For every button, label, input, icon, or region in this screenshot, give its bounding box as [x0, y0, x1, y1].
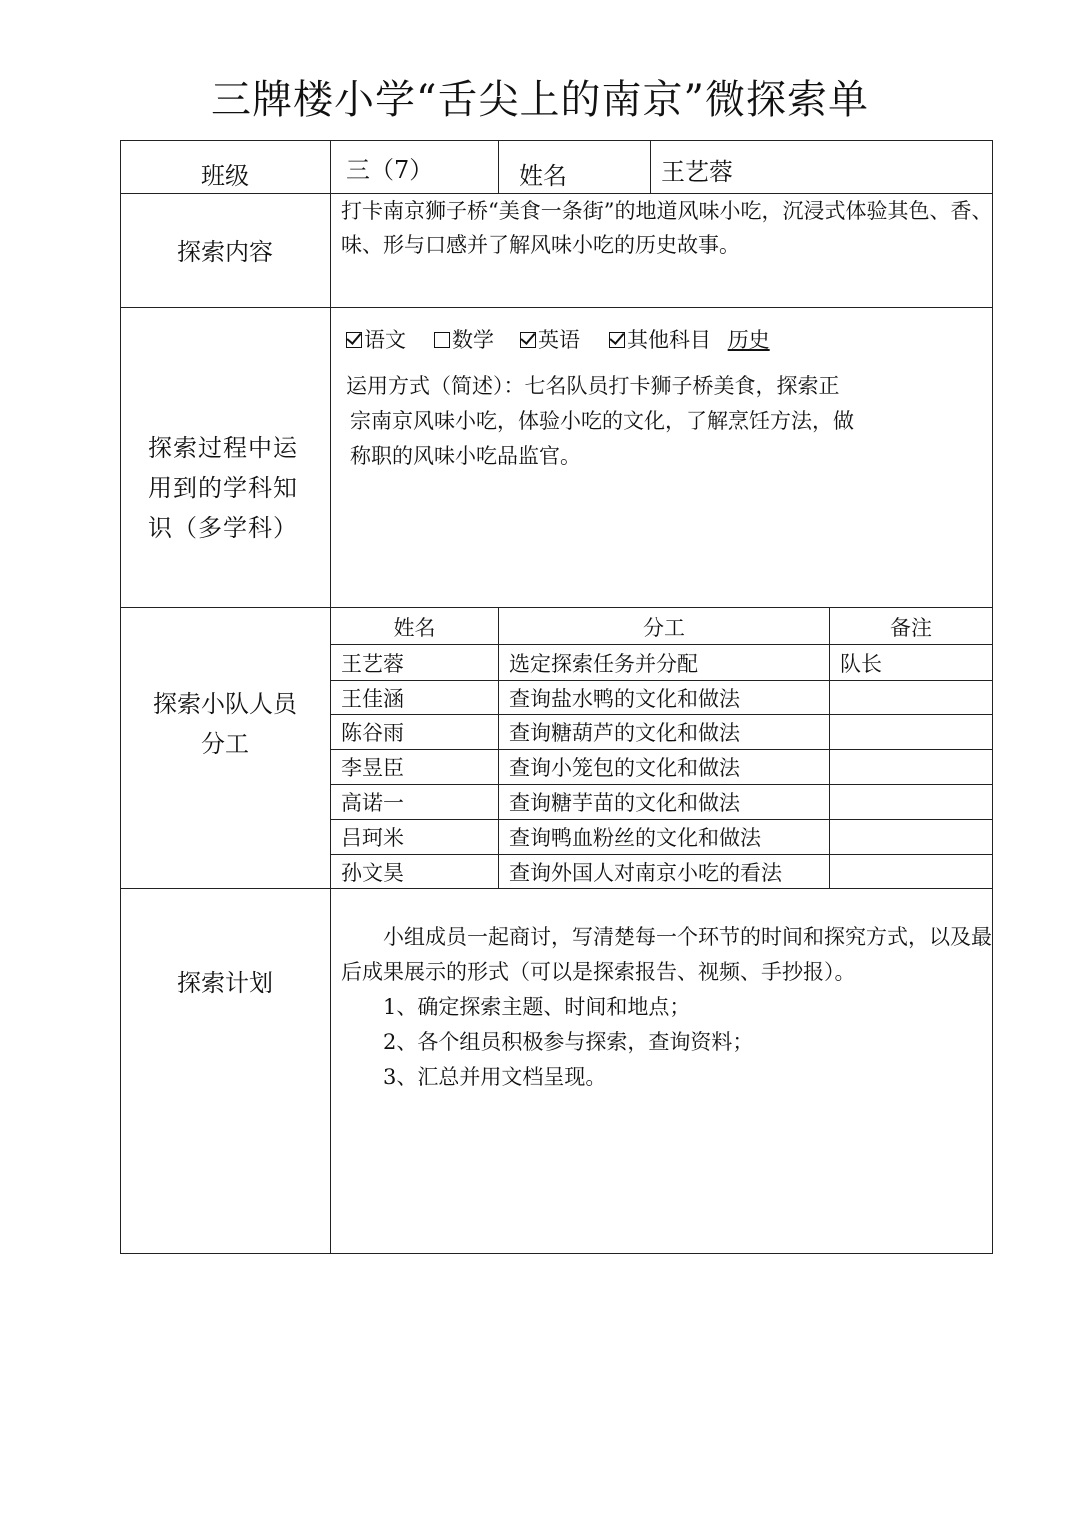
team-label-line: 分工	[201, 730, 249, 758]
subject-other[interactable]	[609, 324, 770, 354]
page-title: 三牌楼小学“舌尖上的南京”微探索单	[211, 77, 869, 123]
team-member-task: 查询外国人对南京小吃的看法	[509, 861, 782, 885]
method-line: 宗南京风味小吃，体验小吃的文化，了解烹饪方法，做	[350, 409, 854, 433]
checkbox-icon[interactable]	[609, 332, 625, 348]
team-label	[120, 684, 330, 764]
team-member-name: 高诺一	[341, 791, 404, 815]
checkbox-icon[interactable]	[520, 332, 536, 348]
subject-label: 语文	[364, 328, 406, 352]
subject-math[interactable]	[434, 324, 494, 354]
team-member-task: 查询糖芋苗的文化和做法	[509, 791, 740, 815]
team-member-name: 陈谷雨	[341, 721, 404, 745]
team-member-task: 选定探索任务并分配	[509, 652, 698, 676]
subject-english[interactable]	[520, 324, 580, 354]
class-label: 班级	[201, 162, 249, 190]
team-member-name: 王艺蓉	[341, 652, 404, 676]
plan-text	[341, 920, 992, 1095]
other-subject-value: 历史	[727, 328, 770, 352]
team-member-name: 李昱臣	[341, 756, 404, 780]
team-member-name: 吕珂米	[341, 826, 404, 850]
team-label-line: 探索小队人员	[153, 690, 297, 718]
team-member-task: 查询小笼包的文化和做法	[509, 756, 740, 780]
team-member-task: 查询盐水鸭的文化和做法	[509, 687, 740, 711]
subject-label: 其他科目	[627, 328, 711, 352]
plan-item: 3、汇总并用文档呈现。	[383, 1065, 607, 1089]
checkbox-icon[interactable]	[434, 332, 450, 348]
plan-label: 探索计划	[177, 969, 273, 997]
plan-line: 小组成员一起商讨，写清楚每一个环节的时间和探究方式，以及最	[383, 925, 992, 949]
team-col-name: 姓名	[393, 616, 436, 640]
class-value: 三（7）	[346, 156, 434, 184]
team-col-note: 备注	[890, 616, 932, 640]
team-member-name: 王佳涵	[341, 687, 404, 711]
checkbox-icon[interactable]	[346, 332, 362, 348]
knowledge-label	[148, 428, 298, 548]
subject-label: 英语	[538, 328, 580, 352]
knowledge-label-line: 探索过程中运	[148, 434, 298, 462]
method-line: 称职的风味小吃品监官。	[350, 444, 581, 468]
team-member-name: 孙文昊	[341, 861, 404, 885]
plan-item: 2、各个组员积极参与探索，查询资料；	[383, 1030, 754, 1054]
knowledge-label-line: 用到的学科知	[148, 474, 298, 502]
plan-item: 1、确定探索主题、时间和地点；	[383, 995, 691, 1019]
subject-chinese[interactable]	[346, 324, 406, 354]
team-member-note: 队长	[840, 652, 882, 676]
knowledge-label-line: 识（多学科）	[148, 514, 298, 542]
method-text	[346, 369, 854, 474]
content-label: 探索内容	[177, 238, 273, 266]
name-label: 姓名	[519, 162, 567, 190]
team-col-task: 分工	[643, 616, 685, 640]
subject-label: 数学	[452, 328, 494, 352]
content-line: 味、形与口感并了解风味小吃的历史故事。	[341, 233, 740, 257]
name-value: 王艺蓉	[661, 158, 733, 186]
content-line: 打卡南京狮子桥“美食一条街”的地道风味小吃，沉浸式体验其色、香、	[341, 199, 993, 223]
content-text	[341, 194, 992, 262]
plan-line: 后成果展示的形式（可以是探索报告、视频、手抄报）。	[341, 960, 856, 984]
method-line: 运用方式（简述）：七名队员打卡狮子桥美食，探索正	[346, 374, 840, 398]
team-member-task: 查询糖葫芦的文化和做法	[509, 721, 740, 745]
team-member-task: 查询鸭血粉丝的文化和做法	[509, 826, 761, 850]
